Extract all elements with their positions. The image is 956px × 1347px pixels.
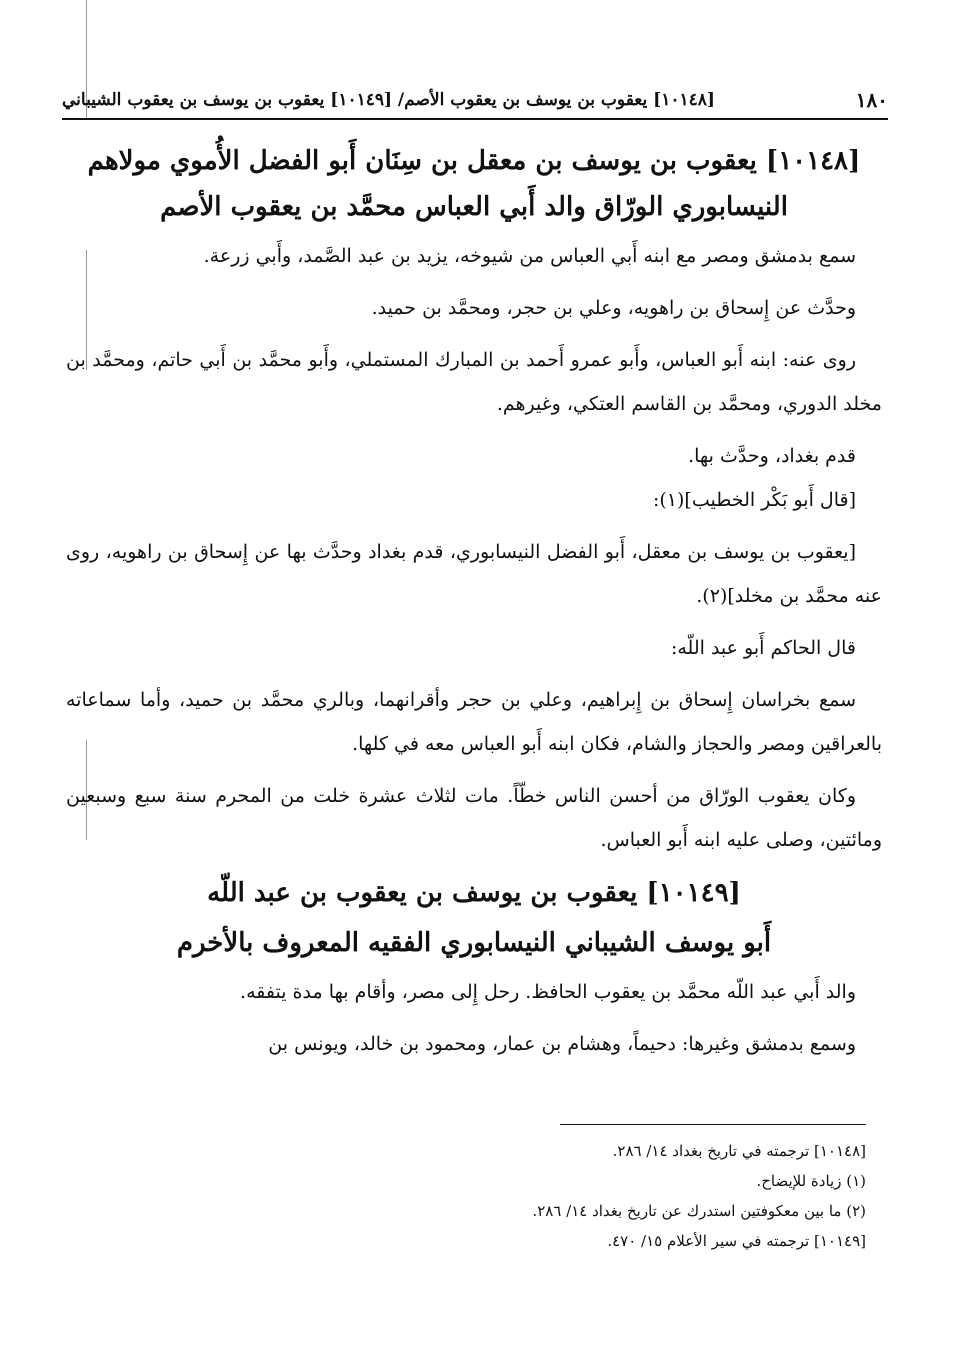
footnote-separator [560, 1124, 866, 1125]
quoted-paragraph: [يعقوب بن يوسف بن معقل، أَبو الفضل النيسابوري، قدم بغداد وحدَّث بها عن إِسحاق بن راهويه، روى عنه محمَّد بن مخلد](٢). [66, 541, 882, 607]
entry-title-10149-line1: [١٠١٤٩] يعقوب بن يوسف بن يعقوب بن عبد اللّه [207, 878, 741, 908]
running-header [62, 82, 888, 120]
footnote-entry: [١٠١٤٩] ترجمته في سير الأعلام ١٥/ ٤٧٠. [607, 1232, 866, 1250]
footnote-entry: (٢) ما بين معكوفتين استدرك عن تاريخ بغداد ١٤/ ٢٨٦. [532, 1202, 866, 1220]
paragraph: وحدَّث عن إِسحاق بن راهويه، وعلي بن حجر، ومحمَّد بن حميد. [371, 297, 856, 319]
footnotes [200, 1136, 866, 1256]
footnote-entry: (١) زيادة للإيضاح. [756, 1172, 866, 1190]
footnote-entry: [١٠١٤٨] ترجمته في تاريخ بغداد ١٤/ ٢٨٦. [612, 1142, 866, 1160]
paragraph: روى عنه: ابنه أَبو العباس، وأَبو عمرو أَحمد بن المبارك المستملي، وأَبو محمَّد بن أَبي حاتم، ومحمَّد بن مخلد الدوري، ومحمَّد بن القاسم العتكي، وغيرهم. [66, 349, 882, 415]
paragraph: وكان يعقوب الورّاق من أحسن الناس خطّاً. مات لثلاث عشرة خلت من المحرم سنة سبع وسبعين ومائتين، وصلى عليه ابنه أَبو العباس. [66, 785, 882, 851]
running-title: [١٠١٤٨] يعقوب بن يوسف بن يعقوب الأصم/ [١٠١٤٩] يعقوب بن يوسف بن يعقوب الشيباني [62, 90, 715, 110]
entry-title-10149-line2: أَبو يوسف الشيباني النيسابوري الفقيه المعروف بالأخرم [176, 928, 772, 958]
paragraph: [قال أَبو بَكْر الخطيب](١): [652, 489, 856, 511]
paragraph: قدم بغداد، وحدَّث بها. [688, 445, 856, 467]
paragraph: قال الحاكم أَبو عبد اللّه: [670, 637, 856, 659]
paragraph: والد أَبي عبد اللّه محمَّد بن يعقوب الحافظ. رحل إِلى مصر، وأقام بها مدة يتفقه. [240, 981, 856, 1003]
page-number: ١٨٠ [855, 88, 888, 112]
paragraph: سمع بدمشق ومصر مع ابنه أَبي العباس من شيوخه، يزيد بن عبد الصَّمد، وأَبي زرعة. [203, 245, 856, 267]
main-text [66, 138, 882, 1074]
paragraph: وسمع بدمشق وغيرها: دحيماً، وهشام بن عمار، ومحمود بن خالد، ويونس بن [268, 1033, 856, 1055]
entry-title-10148: [١٠١٤٨] يعقوب بن يوسف بن معقل بن سِنَان أَبو الفضل الأُموي مولاهم النيسابوري الورّاق والد أَبي العباس محمَّد بن يعقوب الأصم [87, 146, 861, 222]
paragraph: سمع بخراسان إِسحاق بن إِبراهيم، وعلي بن حجر وأقرانهما، وبالري محمَّد بن حميد، وأما سماعاته بالعراقين ومصر والحجاز والشام، فكان ابنه أَبو العباس معه في كلها. [66, 689, 882, 755]
